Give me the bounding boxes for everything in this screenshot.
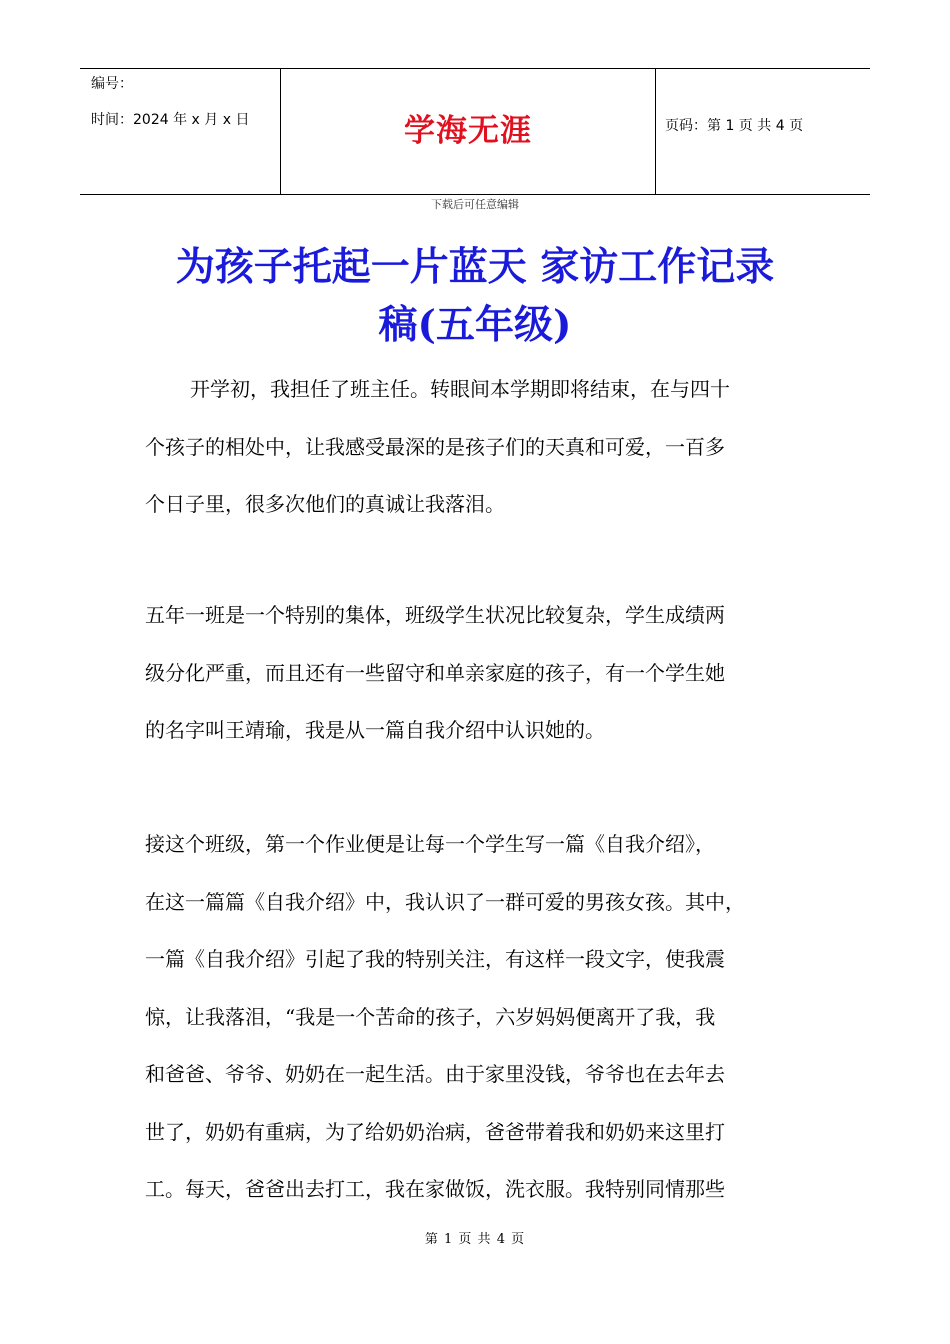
text-line: 级分化严重，而且还有一些留守和单亲家庭的孩子，有一个学生她: [145, 660, 725, 685]
text-line: 惊，让我落泪，“我是一个苦命的孩子，六岁妈妈便离开了我，我: [145, 1004, 716, 1029]
text-line: 在这一篇篇《自我介绍》中，我认识了一群可爱的男孩女孩。其中，: [145, 889, 745, 914]
text-line: 和爸爸、爷爷、奶奶在一起生活。由于家里没钱，爷爷也在去年去: [145, 1062, 725, 1086]
date-label: 时间：2024 年 x 月 x 日: [91, 112, 250, 128]
text-line: 个孩子的相处中，让我感受最深的是孩子们的天真和可爱，一百多: [145, 434, 725, 459]
text-line: 世了，奶奶有重病，为了给奶奶治病，爸爸带着我和奶奶来这里打: [145, 1119, 725, 1144]
header-brand-cell: [280, 69, 656, 194]
serial-number-label: 编号：: [91, 76, 133, 92]
page-code: 页码：第 1 页 共 4 页: [665, 118, 804, 134]
paragraph-1: [145, 361, 825, 534]
text-line: 开学初，我担任了班主任。转眼间本学期即将结束，在与四十: [190, 377, 730, 401]
document-title-line-2: 稿(五年级): [378, 302, 572, 348]
document-title-line-1: 为孩子托起一片蓝天 家访工作记录: [175, 244, 775, 290]
header-meta-cell: [80, 69, 280, 194]
text-line: 的名字叫王靖瑜，我是从一篇自我介绍中认识她的。: [145, 718, 605, 742]
paragraph-2: [145, 587, 825, 760]
document-header: [80, 68, 870, 195]
header-page-cell: [655, 69, 870, 194]
page-footer: 第 1 页 共 4 页: [424, 1232, 526, 1247]
text-line: 接这个班级，第一个作业便是让每一个学生写一篇《自我介绍》，: [145, 832, 715, 856]
text-line: 五年一班是一个特别的集体，班级学生状况比较复杂，学生成绩两: [145, 603, 725, 627]
text-line: 一篇《自我介绍》引起了我的特别关注，有这样一段文字，使我震: [145, 947, 725, 971]
edit-note: 下载后可任意编辑: [431, 198, 519, 211]
brand-title: 学海无涯: [404, 113, 532, 149]
text-line: 个日子里，很多次他们的真诚让我落泪。: [145, 492, 505, 516]
paragraph-3: [145, 816, 825, 1219]
text-line: 工。每天，爸爸出去打工，我在家做饭，洗衣服。我特别同情那些: [145, 1177, 725, 1201]
